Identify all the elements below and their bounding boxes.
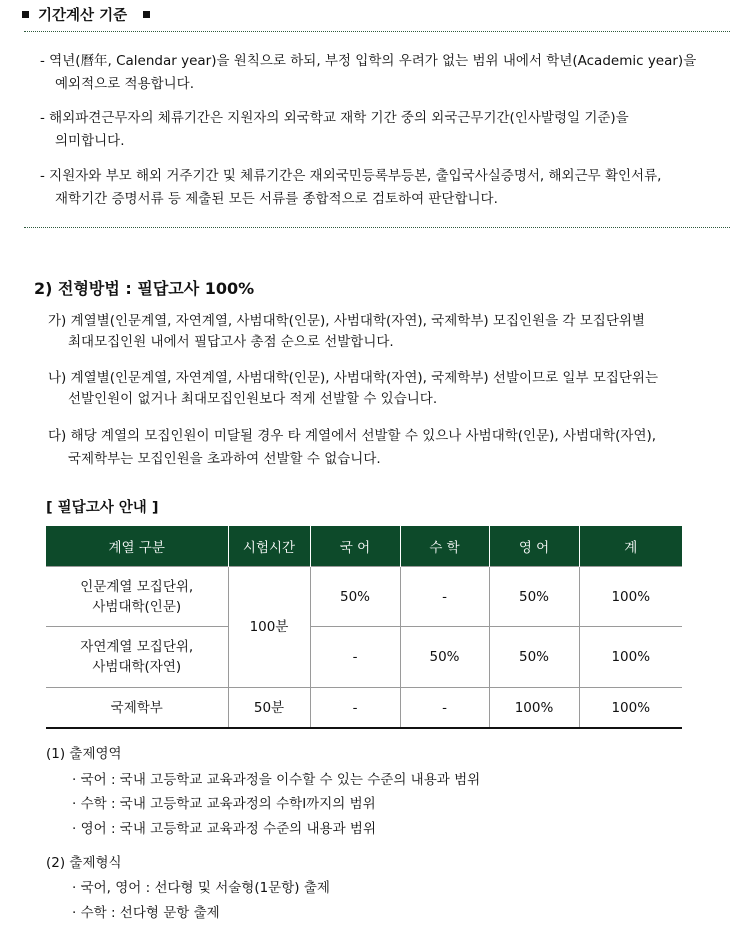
scope-item: · 수학 : 국내 고등학교 교육과정의 수학Ⅰ까지의 범위	[72, 796, 376, 812]
format-item: · 국어, 영어 : 선다형 및 서술형(1문항) 출제	[72, 880, 330, 896]
english-cell: 50%	[489, 627, 579, 688]
table-header-row	[46, 526, 682, 567]
header-cell: 계열 구분	[46, 526, 228, 567]
method-item: 나) 계열별(인문계열, 자연계열, 사범대학(인문), 사범대학(자연), 국제학부) 선발이므로 일부 모집단위는	[48, 370, 659, 386]
note-line: 재학기간 증명서류 등 제출된 모든 서류를 종합적으로 검토하여 판단합니다.	[55, 191, 498, 207]
dotted-divider	[24, 227, 730, 228]
group-line: 자연계열 모집단위,	[80, 639, 194, 655]
group-cell: 국제학부	[46, 688, 228, 729]
table-row	[46, 567, 682, 627]
header-cell: 수 학	[400, 526, 489, 567]
group-cell	[46, 627, 228, 688]
table-row	[46, 627, 682, 688]
table-title: [ 필답고사 안내 ]	[46, 500, 159, 516]
note-line: - 해외파견근무자의 체류기간은 지원자의 외국학교 재학 기간 중의 외국근무기간(인사발령일 기준)을	[40, 110, 629, 126]
english-cell: 100%	[489, 688, 579, 729]
section-header-title: 기간계산 기준	[38, 8, 128, 24]
note-line: 의미합니다.	[55, 133, 125, 149]
header-cell: 영 어	[489, 526, 579, 567]
total-cell: 100%	[579, 627, 682, 688]
total-cell: 100%	[579, 688, 682, 729]
method-item: 다) 해당 계열의 모집인원이 미달될 경우 타 계열에서 선발할 수 있으나 사범대학(인문), 사범대학(자연),	[48, 428, 657, 444]
format-item: · 수학 : 선다형 문항 출제	[72, 905, 220, 921]
group-line: 사범대학(자연)	[92, 659, 182, 675]
math-cell: -	[400, 567, 489, 627]
table-row	[46, 688, 682, 729]
group-line: 인문계열 모집단위,	[80, 578, 194, 595]
english-cell: 50%	[489, 567, 579, 627]
header-cell: 국 어	[310, 526, 400, 567]
header-cell: 시험시간	[228, 526, 310, 567]
method-item: 선발인원이 없거나 최대모집인원보다 적게 선발할 수 있습니다.	[68, 391, 438, 407]
dotted-divider	[24, 31, 730, 32]
note-line: 예외적으로 적용합니다.	[55, 76, 194, 92]
total-cell: 100%	[579, 567, 682, 627]
format-title: (2) 출제형식	[46, 855, 122, 871]
header-cell: 계	[579, 526, 682, 567]
time-cell: 100분	[228, 567, 310, 688]
section-title: 2) 전형방법 : 필답고사 100%	[34, 279, 255, 298]
method-item: 가) 계열별(인문계열, 자연계열, 사범대학(인문), 사범대학(자연), 국제학부) 모집인원을 각 모집단위별	[48, 313, 645, 329]
exam-table	[46, 526, 682, 729]
korean-cell: 50%	[310, 567, 400, 627]
square-bullet-icon	[143, 11, 150, 18]
group-line: 사범대학(인문)	[92, 598, 182, 615]
group-cell	[46, 567, 228, 627]
method-item: 국제학부는 모집인원을 초과하여 선발할 수 없습니다.	[68, 451, 381, 467]
math-cell: 50%	[400, 627, 489, 688]
scope-title: (1) 출제영역	[46, 746, 122, 762]
math-cell: -	[400, 688, 489, 729]
method-item: 최대모집인원 내에서 필답고사 총점 순으로 선발합니다.	[68, 334, 394, 350]
korean-cell: -	[310, 688, 400, 729]
time-cell: 50분	[228, 688, 310, 729]
square-bullet-icon	[22, 11, 29, 18]
section-header	[22, 4, 150, 25]
korean-cell: -	[310, 627, 400, 688]
scope-item: · 영어 : 국내 고등학교 교육과정 수준의 내용과 범위	[72, 821, 376, 837]
note-line: - 역년(曆年, Calendar year)을 원칙으로 하되, 부정 입학의 우려가 없는 범위 내에서 학년(Academic year)을	[40, 53, 697, 69]
note-line: - 지원자와 부모 해외 거주기간 및 체류기간은 재외국민등록부등본, 출입국사실증명서, 해외근무 확인서류,	[40, 168, 662, 184]
scope-item: · 국어 : 국내 고등학교 교육과정을 이수할 수 있는 수준의 내용과 범위	[72, 772, 481, 788]
